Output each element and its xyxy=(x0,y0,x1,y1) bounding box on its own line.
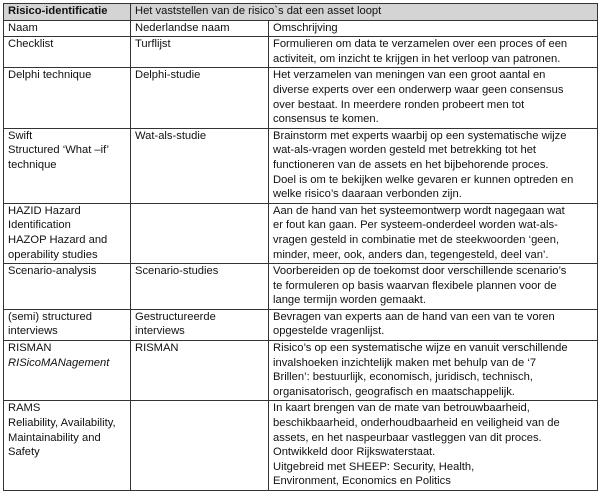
table-row xyxy=(4,37,598,68)
cell-line: Formulieren om data te verzamelen over een proces of een xyxy=(273,38,568,51)
cell-line: welke risico’s daaraan verbonden zijn. xyxy=(273,188,462,201)
cell-line: Swift xyxy=(8,129,33,142)
cell-line: Doel is om te bekijken welke gevaren er kunnen optreden en xyxy=(273,173,574,186)
cell-line: Identification xyxy=(8,219,71,232)
description-cell xyxy=(269,341,598,401)
cell-line: Safety xyxy=(8,446,40,459)
description-cell xyxy=(269,309,598,340)
header-row xyxy=(4,20,598,37)
cell-line: Gestructureerde xyxy=(135,310,216,323)
table-row xyxy=(4,264,598,310)
name-cell xyxy=(4,309,131,340)
description-cell xyxy=(269,68,598,128)
cell-line: operability studies xyxy=(8,248,98,261)
name-cell xyxy=(4,341,131,401)
dutch-name-cell xyxy=(131,203,269,263)
cell-line: interviews xyxy=(8,325,58,338)
cell-line: Delphi-studie xyxy=(135,69,201,82)
cell-line: opgestelde vragenlijst. xyxy=(273,325,385,338)
table-row xyxy=(4,401,598,491)
name-cell xyxy=(4,37,131,68)
description-cell xyxy=(269,37,598,68)
header-naam: Naam xyxy=(4,20,131,37)
description-cell xyxy=(269,128,598,203)
cell-line: Checklist xyxy=(8,38,54,51)
cell-line: Voorbereiden op de toekomst door verschillende scenario’s xyxy=(273,265,567,278)
name-cell xyxy=(4,401,131,491)
cell-line: HAZOP Hazard and xyxy=(8,233,108,246)
description-cell xyxy=(269,401,598,491)
cell-line: Wat-als-studie xyxy=(135,129,207,142)
cell-line: Structured ‘What –if’ xyxy=(8,144,109,157)
cell-line: diverse experts over een onderwerp waar geen consensus xyxy=(273,83,564,96)
cell-line: (semi) structured xyxy=(8,310,92,323)
cell-line: invalshoeken inzichtelijk maken met behulp van de ‘7 xyxy=(273,356,537,369)
cell-line: Delphi technique xyxy=(8,69,92,82)
table-body xyxy=(4,37,598,491)
cell-line: Brillen’: bestuurlijk, economisch, juridisch, technisch, xyxy=(273,371,533,384)
table-row xyxy=(4,68,598,128)
description-cell xyxy=(269,203,598,263)
dutch-name-cell xyxy=(131,264,269,310)
cell-line: technique xyxy=(8,158,57,171)
title-label: Risico-identificatie xyxy=(4,4,131,21)
cell-line: HAZID Hazard xyxy=(8,204,81,217)
cell-line: Environment, Economics en Politics xyxy=(273,475,451,488)
cell-line: Ontwikkeld door Rijkswaterstaat. xyxy=(273,446,436,459)
dutch-name-cell xyxy=(131,37,269,68)
cell-line: Reliability, Availability, xyxy=(8,417,116,430)
cell-line: RAMS xyxy=(8,402,41,415)
title-row xyxy=(4,4,598,21)
cell-line: Scenario-analysis xyxy=(8,265,97,278)
cell-line: Aan de hand van het systeemontwerp wordt nagegaan wat xyxy=(273,204,565,217)
description-cell xyxy=(269,264,598,310)
dutch-name-cell xyxy=(131,341,269,401)
cell-line: Het verzamelen van meningen van een groot aantal en xyxy=(273,69,546,82)
dutch-name-cell xyxy=(131,401,269,491)
cell-line: vragen gesteld in combinatie met de steekwoorden ‘geen, xyxy=(273,233,560,246)
dutch-name-cell xyxy=(131,309,269,340)
risk-identification-table xyxy=(3,3,598,491)
cell-line: Scenario-studies xyxy=(135,265,219,278)
cell-line: Bevragen van experts aan de hand van een van te voren xyxy=(273,310,555,323)
title-description: Het vaststellen van de risico`s dat een asset loopt xyxy=(131,4,598,21)
name-cell xyxy=(4,68,131,128)
cell-line: beschikbaarheid, onderhoudbaarheid en veiligheid van de xyxy=(273,417,560,430)
cell-line: lange termijn worden gemaakt. xyxy=(273,294,426,307)
table-row xyxy=(4,128,598,203)
dutch-name-cell xyxy=(131,128,269,203)
cell-line: assets, en het naspeurbaar vastleggen van dit proces. xyxy=(273,431,542,444)
cell-line: over bestaat. In meerdere ronden probeert men tot xyxy=(273,98,525,111)
cell-line: Risico’s op een systematische wijze en vanuit verschillende xyxy=(273,342,568,355)
cell-line: activiteit, om inzicht te krijgen in het verloop van patronen. xyxy=(273,52,561,65)
name-cell xyxy=(4,128,131,203)
table-row xyxy=(4,341,598,401)
table-row xyxy=(4,203,598,263)
cell-line: Brainstorm met experts waarbij op een systematische wijze xyxy=(273,129,567,142)
cell-line: functioneren van de assets en het bijbehorende proces. xyxy=(273,158,549,171)
cell-line: Maintainability and xyxy=(8,431,101,444)
cell-line: er fout kan gaan. Per systeem-onderdeel worden wat-als- xyxy=(273,219,558,232)
cell-line: organisatorisch, geografisch en maatschappelijk. xyxy=(273,385,515,398)
header-omschrijving: Omschrijving xyxy=(269,20,598,37)
cell-line: Uitgebreid met SHEEP: Security, Health, xyxy=(273,460,475,473)
cell-line: te formuleren op basis waarvan flexibele plannen voor de xyxy=(273,279,557,292)
name-cell xyxy=(4,264,131,310)
cell-line: minder, meer, ook, anders dan, tegengesteld, deel van’. xyxy=(273,248,549,261)
cell-line: RISMAN xyxy=(135,342,179,355)
cell-line: interviews xyxy=(135,325,185,338)
table-row xyxy=(4,309,598,340)
header-nederlandse-naam: Nederlandse naam xyxy=(131,20,269,37)
cell-line: consensus te komen. xyxy=(273,113,379,126)
cell-line: Turflijst xyxy=(135,38,171,51)
name-cell xyxy=(4,203,131,263)
cell-line: RISMAN xyxy=(8,342,52,355)
cell-line: In kaart brengen van de mate van betrouwbaarheid, xyxy=(273,402,530,415)
cell-line: wat-als-vragen worden gesteld met betrekking tot het xyxy=(273,144,537,157)
dutch-name-cell xyxy=(131,68,269,128)
cell-line-italic: RISicoMANagement xyxy=(8,356,110,369)
